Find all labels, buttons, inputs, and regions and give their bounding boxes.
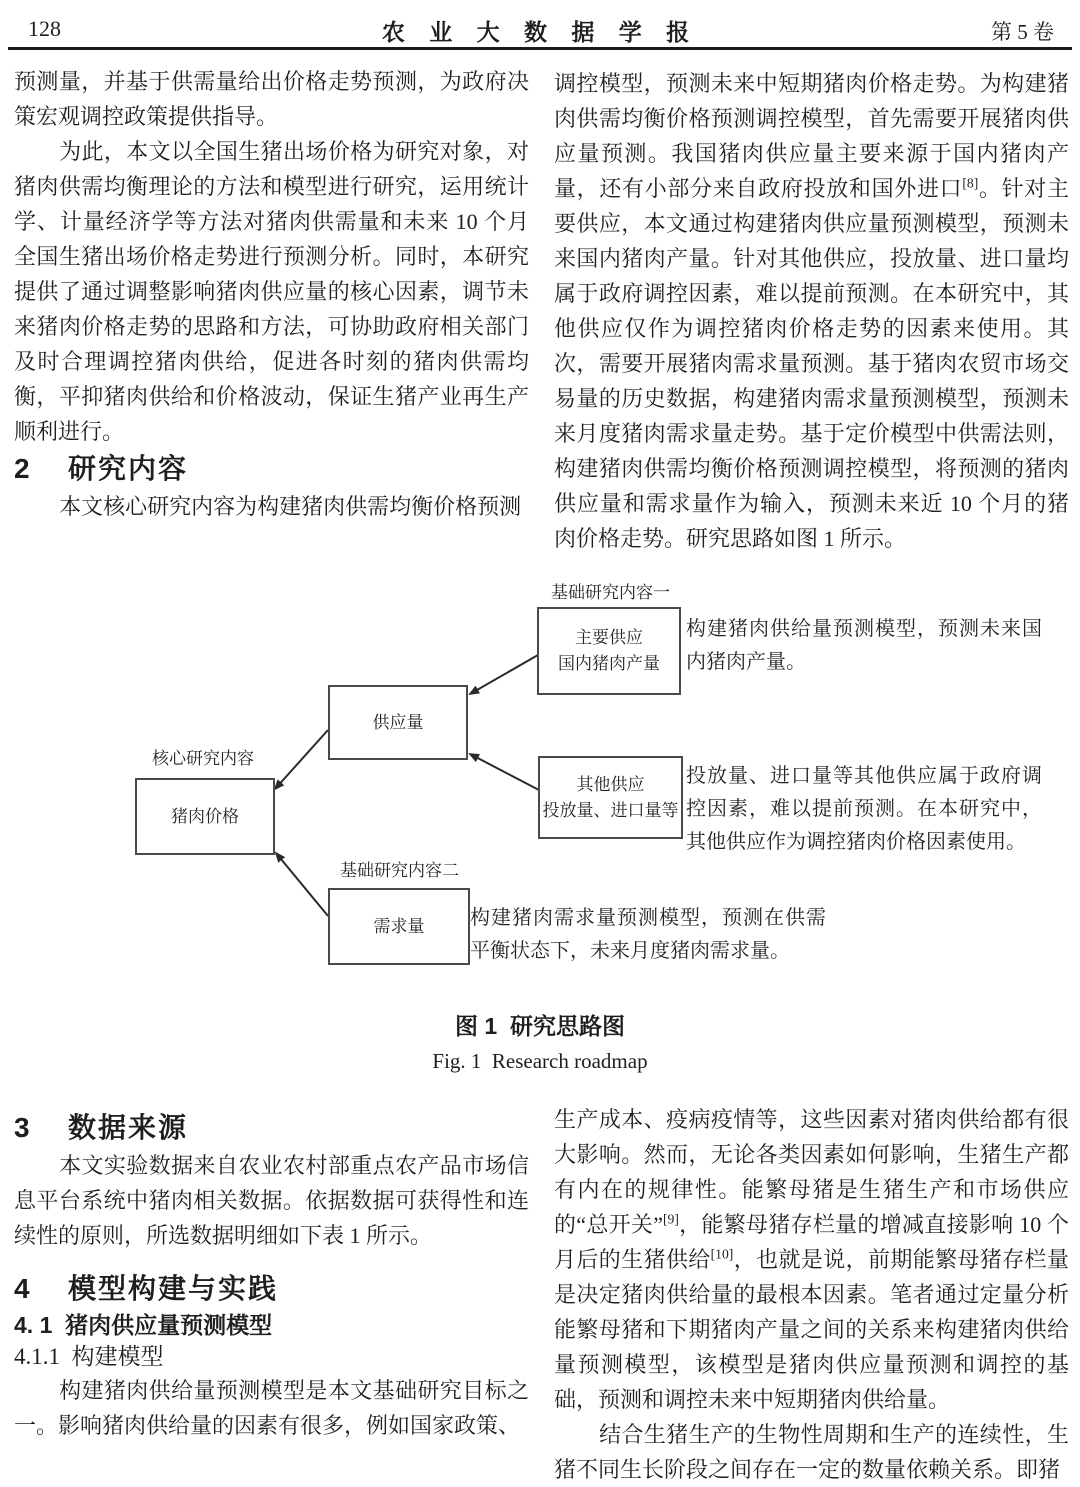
paragraph-continuation: 生产成本、疫病疫情等，这些因素对猪肉供给都有很大影响。然而，无论各类因素如何影响，生猪生产都有内在的规律性。能繁母猪是生猪生产和市场供应的“总开关”[9]，能繁母猪存栏量的增减直接影响 10 个月后的生猪供给[10]，也就是说，前期能繁母猪存栏量是决定猪肉供给量的最根本因素。笔者通过定量分析能繁母猪和下期猪肉产量之间的关系来构建猪肉供给量预测模型，该模型是猪肉供应量预测和调控的基础，预测和调控未来中短期猪肉供给量。 [554, 1107, 1069, 1412]
paragraph: 构建猪肉供给量预测模型是本文基础研究目标之一。影响猪肉供给量的因素有很多，例如国家政策、 [14, 1378, 529, 1438]
section-number: 4 [14, 1273, 30, 1304]
section-heading-3 [14, 1108, 529, 1148]
section-heading-4 [14, 1269, 529, 1309]
flow-box-pork-price: 猪肉价格 [135, 778, 275, 855]
journal-title: 农 业 大 数 据 学 报 [381, 19, 699, 45]
section-heading-2 [14, 449, 529, 489]
flow-box-other-supply: 其他供应 投放量、进口量等 [538, 756, 683, 839]
left-column-bottom [14, 1108, 529, 1443]
section-number: 3 [14, 1112, 30, 1143]
annotation-demand: 构建猪肉需求量预测模型，预测在供需平衡状态下，未来月度猪肉需求量。 [470, 907, 826, 962]
paragraph: 为此，本文以全国生猪出场价格为研究对象，对猪肉供需均衡理论的方法和模型进行研究，运用统计学、计量经济学等方法对猪肉供需量和未来 10 个月全国生猪出场价格走势进行预测分析。同时，本研究提供了通过调整影响猪肉供应量的核心因素，调节未来猪肉价格走势的思路和方法，可协助政府相关部门及时合理调控猪肉供给，促进各时刻的猪肉供需均衡，平抑猪肉供给和价格波动，保证生猪产业再生产顺利进行。 [14, 139, 529, 444]
paragraph: 本文实验数据来自农业农村部重点农产品市场信息平台系统中猪肉相关数据。依据数据可获得性和连续性的原则，所选数据明细如下表 1 所示。 [14, 1153, 529, 1248]
arrow-demand-to-price [276, 853, 328, 916]
subsection-heading-4-1: 4. 1 猪肉供应量预测模型 [14, 1312, 273, 1338]
figure-caption-en: Fig. 1 Research roadmap [432, 1049, 648, 1073]
right-column-bottom [554, 1102, 1069, 1487]
paragraph: 结合生猪生产的生物性周期和生产的连续性，生猪不同生长阶段之间存在一定的数量依赖关系。即猪 [554, 1422, 1069, 1482]
flow-box-demand: 需求量 [328, 888, 470, 965]
section-title: 数据来源 [68, 1112, 189, 1143]
annotation-main-supply: 构建猪肉供给量预测模型，预测未来国内猪肉产量。 [686, 618, 1042, 673]
figure-caption [0, 1008, 1080, 1074]
section-title: 模型构建与实践 [68, 1273, 279, 1304]
arrow-other-supply-to-supply [470, 754, 539, 790]
label-basic-research-1: 基础研究内容一 [551, 583, 670, 602]
section-title: 研究内容 [68, 453, 189, 484]
figure-research-roadmap [0, 562, 1080, 974]
arrow-supply-to-price [275, 730, 328, 789]
label-core-research: 核心研究内容 [152, 749, 254, 768]
annotation-other-supply: 投放量、进口量等其他供应属于政府调控因素，难以提前预测。在本研究中，其他供应作为调控猪肉价格因素使用。 [686, 765, 1042, 853]
figure-caption-zh: 图 1 研究思路图 [455, 1013, 625, 1039]
paragraph: 本文核心研究内容为构建猪肉供需均衡价格预测 [59, 494, 522, 519]
label-basic-research-2: 基础研究内容二 [340, 861, 459, 880]
paragraph-continuation: 预测量，并基于供需量给出价格走势预测，为政府决策宏观调控政策提供指导。 [14, 69, 529, 129]
right-column-top [554, 66, 1069, 556]
subsection-heading-4-1-1: 4.1.1 构建模型 [14, 1344, 164, 1369]
flow-box-supply: 供应量 [328, 685, 468, 760]
volume-label: 第 5 卷 [991, 20, 1054, 44]
arrow-main-supply-to-supply [470, 655, 538, 694]
flow-box-main-supply: 主要供应 国内猪肉产量 [537, 607, 681, 695]
page-number: 128 [28, 16, 61, 41]
header-rule [8, 47, 1072, 50]
section-number: 2 [14, 453, 30, 484]
paragraph-continuation: 调控模型，预测未来中短期猪肉价格走势。为构建猪肉供需均衡价格预测调控模型，首先需要开展猪肉供应量预测。我国猪肉供应量主要来源于国内猪肉产量，还有小部分来自政府投放和国外进口[8]。针对主要供应，本文通过构建猪肉供应量预测模型，预测未来国内猪肉产量。针对其他供应，投放量、进口量均属于政府调控因素，难以提前预测。在本研究中，其他供应仅作为调控猪肉价格走势的因素来使用。其次，需要开展猪肉需求量预测。基于猪肉农贸市场交易量的历史数据，构建猪肉需求量预测模型，预测未来月度猪肉需求量走势。基于定价模型中供需法则，构建猪肉供需均衡价格预测调控模型，将预测的猪肉供应量和需求量作为输入，预测未来近 10 个月的猪肉价格走势。研究思路如图 1 所示。 [554, 71, 1069, 551]
left-column-top [14, 64, 529, 524]
